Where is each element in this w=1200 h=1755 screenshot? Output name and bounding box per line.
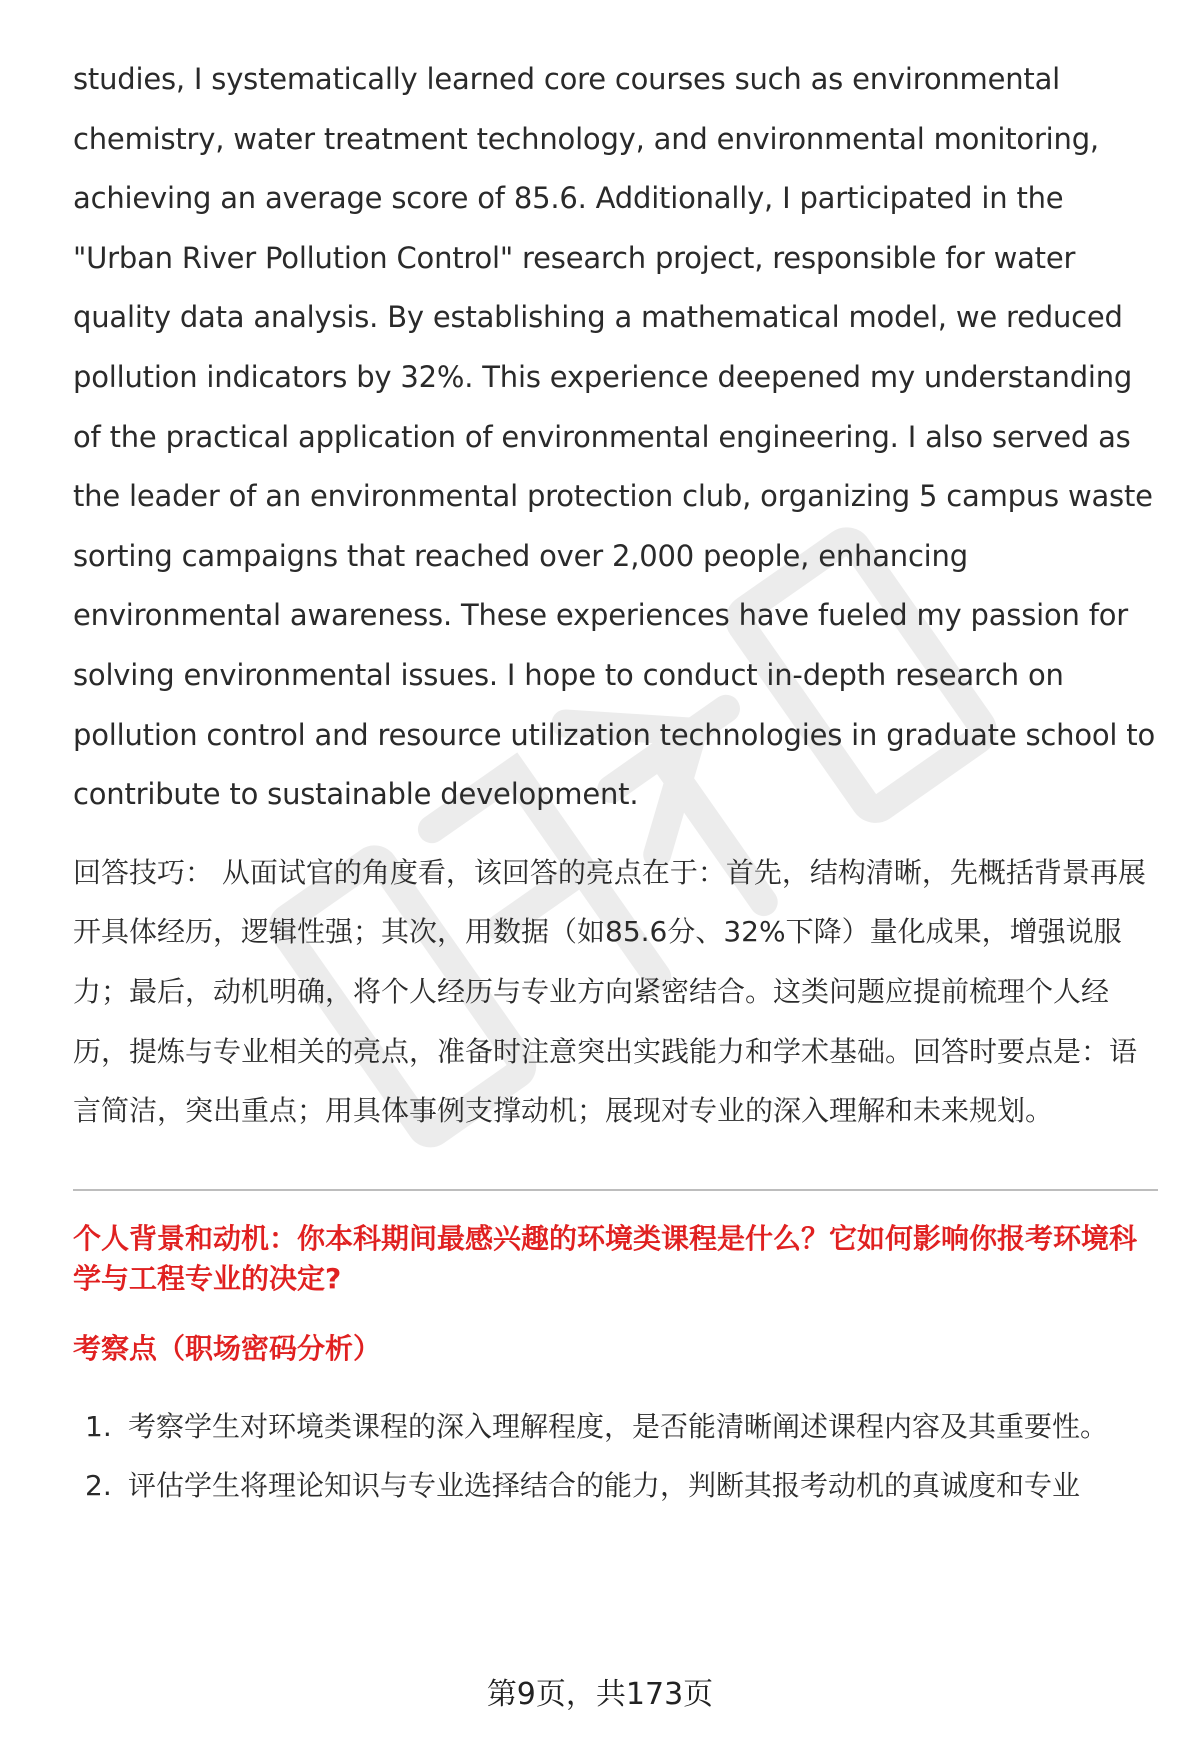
document-page [73, 50, 1158, 1516]
section-title: 考察点（职场密码分析） [73, 1331, 382, 1365]
list-item [73, 1397, 1158, 1457]
answer-paragraph: studies, I systematically learned core courses such as environmental chemistry, water treatment technology, and environmental monitoring, achieving an average score of 85.6. Additionally, I participated in the "Urban River Pollution Control" research project, responsible for water quality data analysis. By establishing a mathematical model, we reduced pollution indicators by 32%. This experience deepened my understanding of the practical application of environmental engineering. I also served as the leader of an environmental protection club, organizing 5 campus waste sorting campaigns that reached over 2,000 people, enhancing environmental awareness. These experiences have fueled my passion for solving environmental issues. I hope to conduct in-depth research on pollution control and resource utilization technologies in graduate school to contribute to sustainable development. [73, 62, 1156, 812]
list-item-text: 考察学生对环境类课程的深入理解程度，是否能清晰阐述课程内容及其重要性。 [128, 1409, 1109, 1443]
list-item-number: 2. [85, 1469, 112, 1503]
question-heading: 个人背景和动机：你本科期间最感兴趣的环境类课程是什么？它如何影响你报考环境科学与工程专业的决定? [73, 1221, 1138, 1295]
section-divider [73, 1189, 1158, 1191]
answer-tips-paragraph: 回答技巧： 从面试官的角度看，该回答的亮点在于：首先，结构清晰，先概括背景再展开具体经历，逻辑性强；其次，用数据（如85.6分、32%下降）量化成果，增强说服力；最后，动机明确，将个人经历与专业方向紧密结合。这类问题应提前梳理个人经历，提炼与专业相关的亮点，准备时注意突出实践能力和学术基础。回答时要点是：语言简洁，突出重点；用具体事例支撑动机；展现对专业的深入理解和未来规划。 [73, 855, 1146, 1128]
list-item-number: 1. [85, 1409, 112, 1443]
list-item [73, 1456, 1158, 1516]
list-item-text: 评估学生将理论知识与专业选择结合的能力，判断其报考动机的真诚度和专业 [128, 1469, 1081, 1503]
assessment-list [73, 1397, 1158, 1516]
page-number-footer: 第9页，共173页 [486, 1677, 714, 1712]
